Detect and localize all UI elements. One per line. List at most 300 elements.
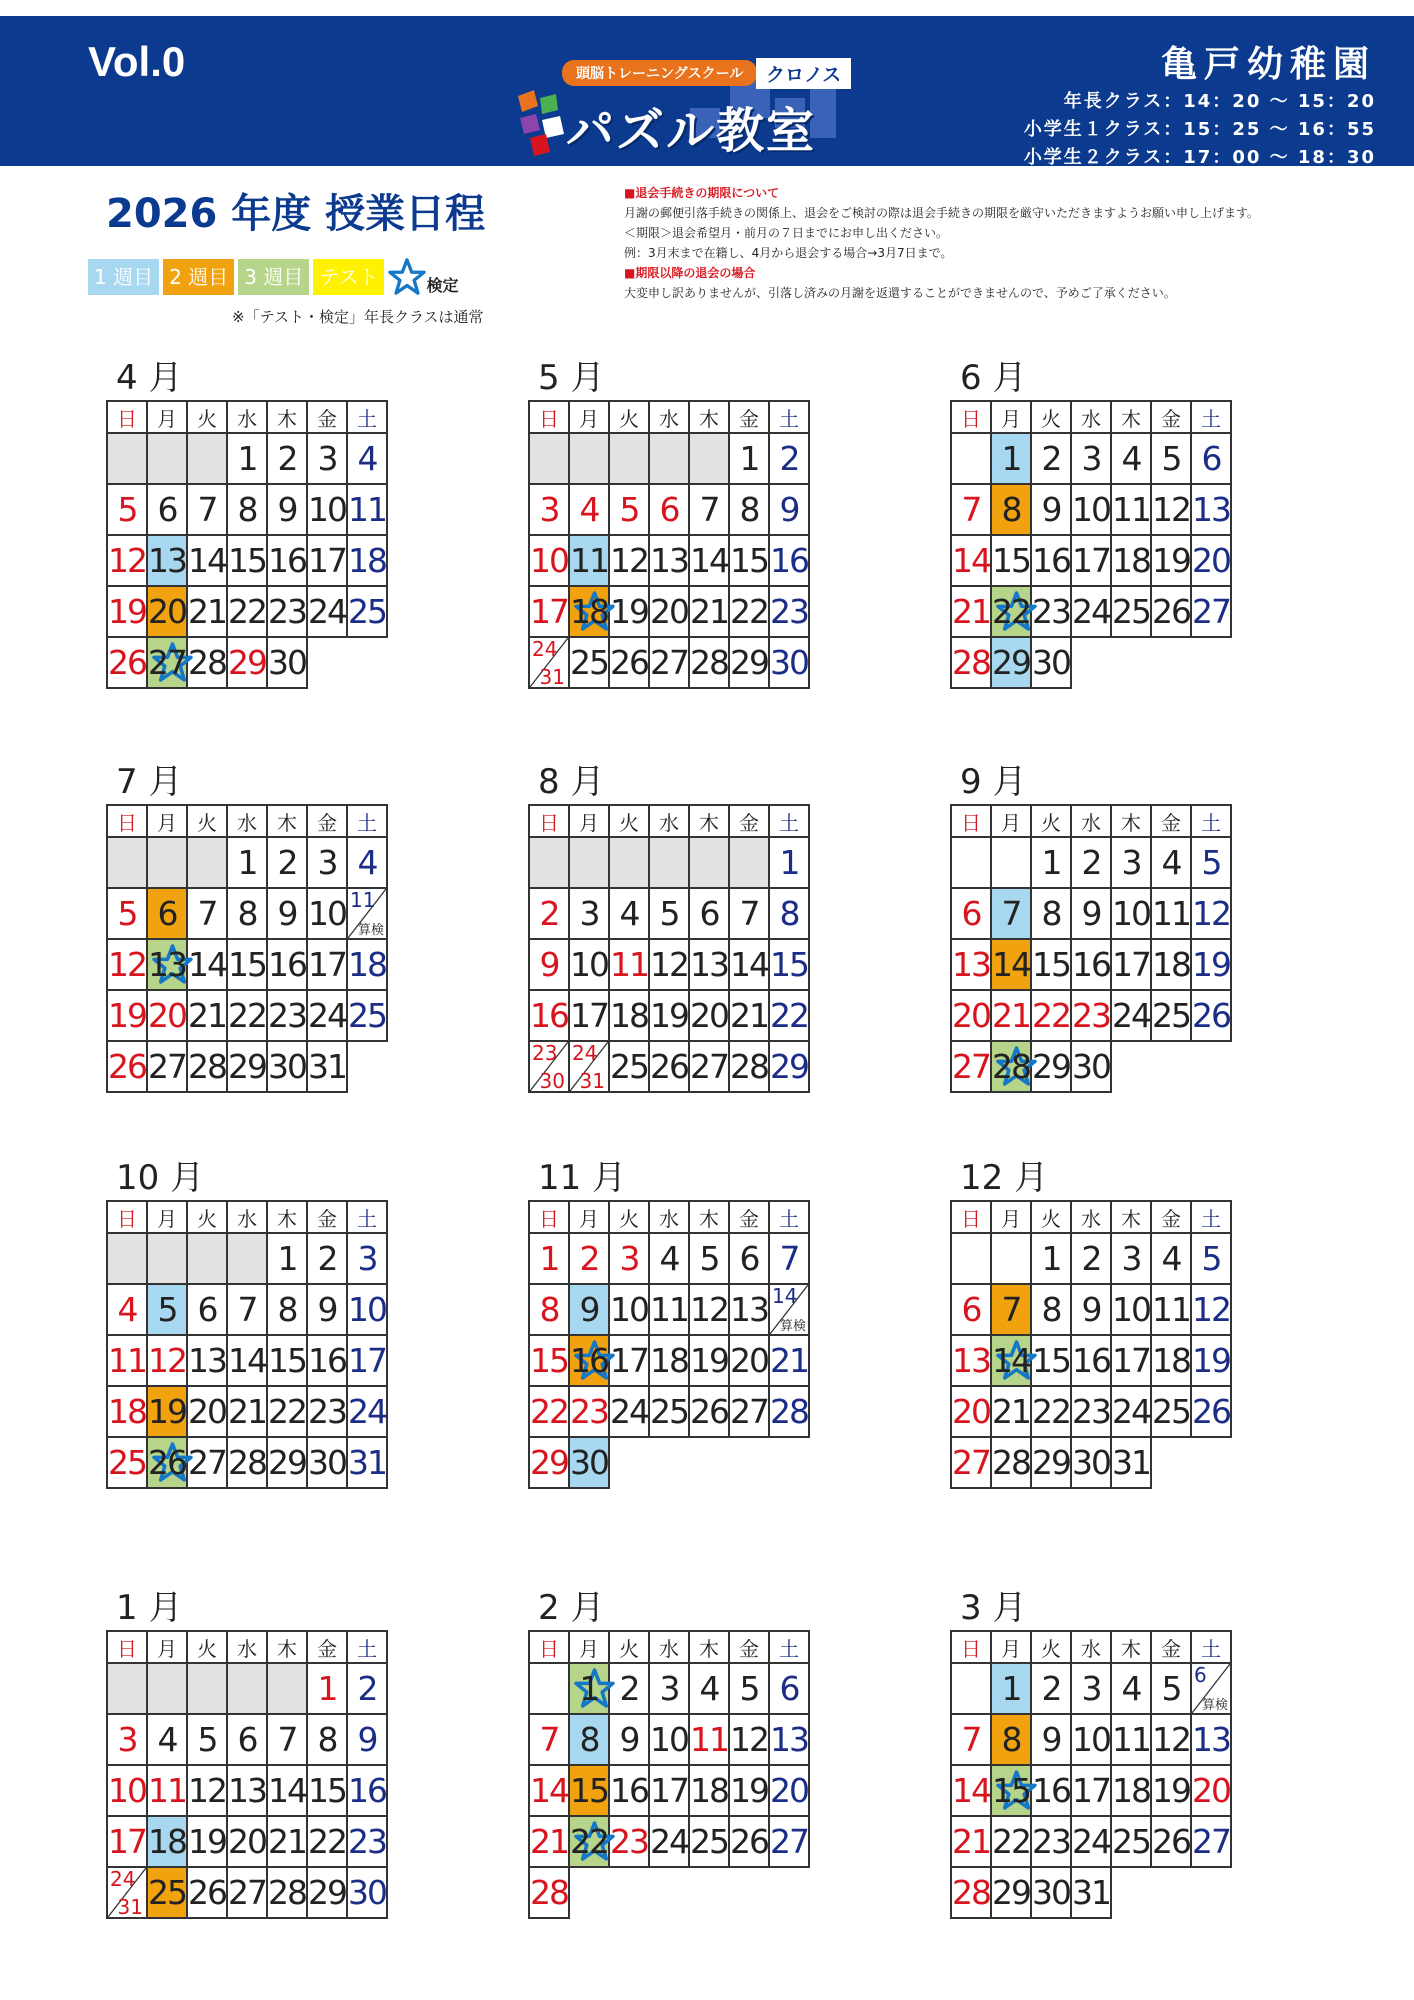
weekday-header: 土 [1191,401,1231,433]
day-cell [1111,1663,1151,1714]
blank-cell [1151,637,1191,688]
day-number: 26 [1152,1822,1190,1861]
star-icon [388,258,426,296]
day-number: 16 [348,1771,386,1810]
day-cell [769,1714,809,1765]
day-number: 20 [148,996,186,1035]
weekday-header: 火 [609,401,649,433]
day-number: 22 [730,592,768,631]
day-number: 9 [1041,1720,1061,1759]
day-number: 16 [268,541,306,580]
day-cell [107,535,147,586]
day-cell [147,1041,187,1092]
day-number: 9 [277,894,297,933]
day-cell [951,888,991,939]
weekday-header: 月 [147,401,187,433]
day-number: 7 [961,1720,981,1759]
day-cell [609,1284,649,1335]
day-number: 15 [228,541,266,580]
day-cell [107,586,147,637]
day-number: 9 [1041,490,1061,529]
day-number: 13 [770,1720,808,1759]
day-cell [107,637,147,688]
day-number: 13 [188,1341,226,1380]
calendar-grid [950,804,1232,1093]
day-number: 19 [1192,945,1230,984]
day-number: 6 [779,1669,799,1708]
day-cell [307,1041,347,1092]
day-number: 25 [570,643,608,682]
day-cell [347,1765,387,1816]
day-number: 4 [699,1669,719,1708]
empty-day-cell [529,837,569,888]
day-number: 22 [570,1822,608,1861]
day-cell [569,535,609,586]
day-number: 6 [961,894,981,933]
day-number: 14 [188,945,226,984]
day-cell [529,888,569,939]
day-number: 29 [770,1047,808,1086]
day-number: 18 [148,1822,186,1861]
weekday-header: 金 [1151,1631,1191,1663]
empty-day-cell [187,1663,227,1714]
day-cell [649,990,689,1041]
empty-day-cell [609,837,649,888]
day-number: 6 [157,894,177,933]
day-number: 16 [570,1341,608,1380]
day-cell [1071,1663,1111,1714]
day-cell [1191,1335,1231,1386]
day-number: 18 [1112,541,1150,580]
volume-label: Vol.0 [88,38,186,85]
day-number: 3 [1081,1669,1101,1708]
day-cell [689,1663,729,1714]
day-number: 4 [1161,843,1181,882]
day-number: 2 [619,1669,639,1708]
day-cell [307,484,347,535]
day-number: 17 [308,541,346,580]
weekday-header: 火 [187,401,227,433]
day-number: 12 [690,1290,728,1329]
day-cell [951,1437,991,1488]
day-number: 14 [530,1771,568,1810]
day-number: 4 [1121,1669,1141,1708]
day-number: 10 [1072,1720,1110,1759]
day-number: 9 [579,1290,599,1329]
day-cell [951,1284,991,1335]
day-number: 10 [1112,894,1150,933]
legend-week3: 3 週目 [238,259,309,295]
day-number: 11 [1152,1290,1190,1329]
day-number: 28 [188,643,226,682]
day-number: 8 [739,490,759,529]
weekday-header: 土 [347,401,387,433]
day-cell [307,1437,347,1488]
day-number: 11 [108,1341,146,1380]
empty-day-cell [991,837,1031,888]
day-number: 18 [108,1392,146,1431]
day-number: 17 [610,1341,648,1380]
weekday-header: 日 [107,1201,147,1233]
day-cell [529,939,569,990]
day-number: 10 [1072,490,1110,529]
day-number: 20 [228,1822,266,1861]
day-cell [991,484,1031,535]
day-number: 3 [619,1239,639,1278]
day-cell [187,586,227,637]
day-cell [649,637,689,688]
day-cell [1111,1714,1151,1765]
day-cell [689,1386,729,1437]
day-number: 28 [992,1047,1030,1086]
day-cell [1071,535,1111,586]
day-cell [107,1386,147,1437]
day-number: 9 [619,1720,639,1759]
weekday-header: 月 [147,1201,187,1233]
weekday-header: 木 [689,1631,729,1663]
day-number: 16 [530,996,568,1035]
day-number: 30 [308,1443,346,1482]
day-cell [1031,1284,1071,1335]
day-cell [769,1663,809,1714]
day-number: 1 [237,843,257,882]
day-cell [147,888,187,939]
day-number: 27 [952,1047,990,1086]
day-cell [147,535,187,586]
day-cell [951,939,991,990]
month-label: 9 月 [960,762,1027,802]
day-number: 17 [108,1822,146,1861]
day-number: 15 [570,1771,608,1810]
day-cell [769,637,809,688]
day-cell [769,837,809,888]
day-number: 28 [952,643,990,682]
day-cell [1031,1041,1071,1092]
day-cell [689,637,729,688]
day-number: 15 [308,1771,346,1810]
day-cell [569,888,609,939]
day-number: 8 [539,1290,559,1329]
day-cell [1071,1437,1111,1488]
blank-cell [1111,637,1151,688]
day-number: 26 [188,1873,226,1912]
day-cell [307,1386,347,1437]
weekday-header: 月 [147,805,187,837]
day-cell [187,1386,227,1437]
weekday-header: 火 [1031,1201,1071,1233]
day-cell [107,484,147,535]
day-cell [107,1714,147,1765]
day-cell [951,637,991,688]
weekday-header: 月 [569,401,609,433]
day-number: 20 [730,1341,768,1380]
day-cell [1151,837,1191,888]
weekday-header: 火 [1031,401,1071,433]
day-number: 14 [952,541,990,580]
day-cell [1031,433,1071,484]
day-cell [729,1714,769,1765]
day-cell [649,1816,689,1867]
day-number: 17 [650,1771,688,1810]
empty-day-cell [147,1663,187,1714]
blank-cell [1191,1041,1231,1092]
day-cell [1151,535,1191,586]
day-number: 24 [110,1867,136,1891]
day-cell [529,586,569,637]
day-cell [1191,837,1231,888]
day-number: 4 [619,894,639,933]
day-number: 6 [699,894,719,933]
day-cell [769,1386,809,1437]
weekday-header: 金 [1151,1201,1191,1233]
day-cell [609,637,649,688]
day-cell [729,637,769,688]
day-number: 12 [650,945,688,984]
day-cell [649,888,689,939]
day-cell [1111,990,1151,1041]
day-number: 28 [268,1873,306,1912]
day-cell [1071,433,1111,484]
day-cell [1031,1335,1071,1386]
day-cell [1111,837,1151,888]
calendar-grid [106,1630,388,1919]
day-cell [107,1816,147,1867]
day-cell [1151,888,1191,939]
blank-cell [649,1437,689,1488]
day-number: 23 [1072,996,1110,1035]
day-cell [1031,1867,1071,1918]
day-cell [1071,1233,1111,1284]
day-number: 13 [650,541,688,580]
day-cell [609,1233,649,1284]
combined-day-cell [569,1041,609,1092]
empty-day-cell [951,1233,991,1284]
day-number: 29 [268,1443,306,1482]
day-number: 26 [690,1392,728,1431]
day-cell [529,1335,569,1386]
day-cell [1151,433,1191,484]
day-number: 7 [961,490,981,529]
day-cell [1151,1335,1191,1386]
weekday-header: 木 [689,401,729,433]
day-number: 16 [268,945,306,984]
day-cell [729,1386,769,1437]
day-cell [609,1816,649,1867]
weekday-header: 土 [769,1631,809,1663]
empty-day-cell [649,837,689,888]
day-cell [227,1867,267,1918]
day-number: 24 [1072,592,1110,631]
day-cell [1071,1284,1111,1335]
day-cell [991,1663,1031,1714]
day-cell [307,939,347,990]
day-cell [227,433,267,484]
day-number: 2 [1041,439,1061,478]
day-cell [107,888,147,939]
day-number: 23 [268,996,306,1035]
page-title: 2026 年度 授業日程 [106,191,486,237]
blank-cell [347,637,387,688]
day-number: 11 [1112,1720,1150,1759]
day-number: 18 [570,592,608,631]
day-cell [307,1714,347,1765]
logo-title: パズル教室 [566,103,817,159]
empty-day-cell [267,1663,307,1714]
day-number: 27 [730,1392,768,1431]
day-number: 8 [1001,490,1021,529]
day-number: 21 [992,1392,1030,1431]
day-number: 31 [539,665,565,689]
day-number: 13 [730,1290,768,1329]
day-number: 18 [1152,1341,1190,1380]
weekday-header: 火 [1031,805,1071,837]
day-cell [227,1437,267,1488]
day-cell [267,1335,307,1386]
day-number: 12 [1192,1290,1230,1329]
day-number: 11 [1112,490,1150,529]
day-cell [147,637,187,688]
day-number: 21 [730,996,768,1035]
day-cell [769,535,809,586]
day-cell [1111,939,1151,990]
day-cell [1071,939,1111,990]
weekday-header: 火 [187,1631,227,1663]
day-number: 12 [1152,1720,1190,1759]
day-number: 2 [1081,843,1101,882]
month-label: 11 月 [538,1158,627,1198]
day-cell [689,484,729,535]
day-number: 24 [572,1041,598,1065]
day-number: 27 [952,1443,990,1482]
notes-heading-2: ■期限以降の退会の場合 [624,266,756,280]
day-number: 17 [308,945,346,984]
day-number: 6 [157,490,177,529]
day-number: 30 [770,643,808,682]
day-cell [1151,586,1191,637]
day-cell [1031,990,1071,1041]
legend-week1: 1 週目 [88,259,159,295]
weekday-header: 金 [1151,401,1191,433]
day-cell [609,1714,649,1765]
day-number: 7 [237,1290,257,1329]
day-cell [951,1765,991,1816]
day-number: 1 [277,1239,297,1278]
day-cell [951,1714,991,1765]
day-number: 24 [1112,996,1150,1035]
day-cell [267,1233,307,1284]
day-cell [347,1867,387,1918]
day-cell [187,535,227,586]
day-number: 12 [188,1771,226,1810]
day-number: 31 [308,1047,346,1086]
day-number: 28 [952,1873,990,1912]
day-cell [147,1816,187,1867]
day-cell [107,1284,147,1335]
day-cell [227,1714,267,1765]
day-number: 4 [1161,1239,1181,1278]
day-number: 5 [157,1290,177,1329]
blank-cell [689,1437,729,1488]
day-cell [729,1765,769,1816]
day-number: 11 [610,945,648,984]
day-cell [1031,535,1071,586]
day-number: 11 [650,1290,688,1329]
day-cell [187,939,227,990]
day-number: 4 [579,490,599,529]
day-number: 29 [530,1443,568,1482]
day-cell [609,586,649,637]
empty-day-cell [609,433,649,484]
day-cell [267,1867,307,1918]
day-cell [147,1437,187,1488]
day-cell [729,433,769,484]
day-cell [267,433,307,484]
day-number: 25 [108,1443,146,1482]
blank-cell [769,1437,809,1488]
day-number: 17 [1072,541,1110,580]
day-cell [1151,1284,1191,1335]
day-number: 14 [992,945,1030,984]
day-number: 14 [952,1771,990,1810]
day-cell [187,1765,227,1816]
day-number: 20 [650,592,688,631]
legend-exam-label: 検定 [426,275,459,295]
day-number: 15 [268,1341,306,1380]
day-number: 15 [770,945,808,984]
day-number: 30 [539,1069,565,1093]
day-cell [1071,888,1111,939]
day-cell [649,1233,689,1284]
day-cell [1191,433,1231,484]
blank-cell [1151,1867,1191,1918]
day-cell [729,1335,769,1386]
empty-day-cell [569,433,609,484]
day-number: 15 [228,945,266,984]
day-cell [569,1284,609,1335]
empty-day-cell [529,433,569,484]
day-cell [227,484,267,535]
day-number: 30 [1032,643,1070,682]
day-number: 5 [1201,843,1221,882]
day-cell [951,990,991,1041]
day-number: 13 [1192,1720,1230,1759]
day-number: 17 [1072,1771,1110,1810]
day-number: 31 [1072,1873,1110,1912]
day-cell [769,586,809,637]
day-cell [267,637,307,688]
day-cell [529,1284,569,1335]
day-cell [107,1041,147,1092]
empty-day-cell [951,433,991,484]
day-cell [267,837,307,888]
day-number: 11 [148,1771,186,1810]
day-number: 13 [690,945,728,984]
day-number: 5 [739,1669,759,1708]
day-cell [609,484,649,535]
day-cell [689,1816,729,1867]
blank-cell [649,1867,689,1918]
header-banner [0,16,1414,166]
day-cell [951,1335,991,1386]
day-number: 8 [1041,894,1061,933]
day-cell [951,1867,991,1918]
empty-day-cell [147,1233,187,1284]
empty-day-cell [187,837,227,888]
weekday-header: 土 [1191,805,1231,837]
day-cell [227,1386,267,1437]
day-number: 16 [610,1771,648,1810]
class-time-elem2: 小学生２クラス：17：00 〜 18：30 [1023,147,1376,168]
